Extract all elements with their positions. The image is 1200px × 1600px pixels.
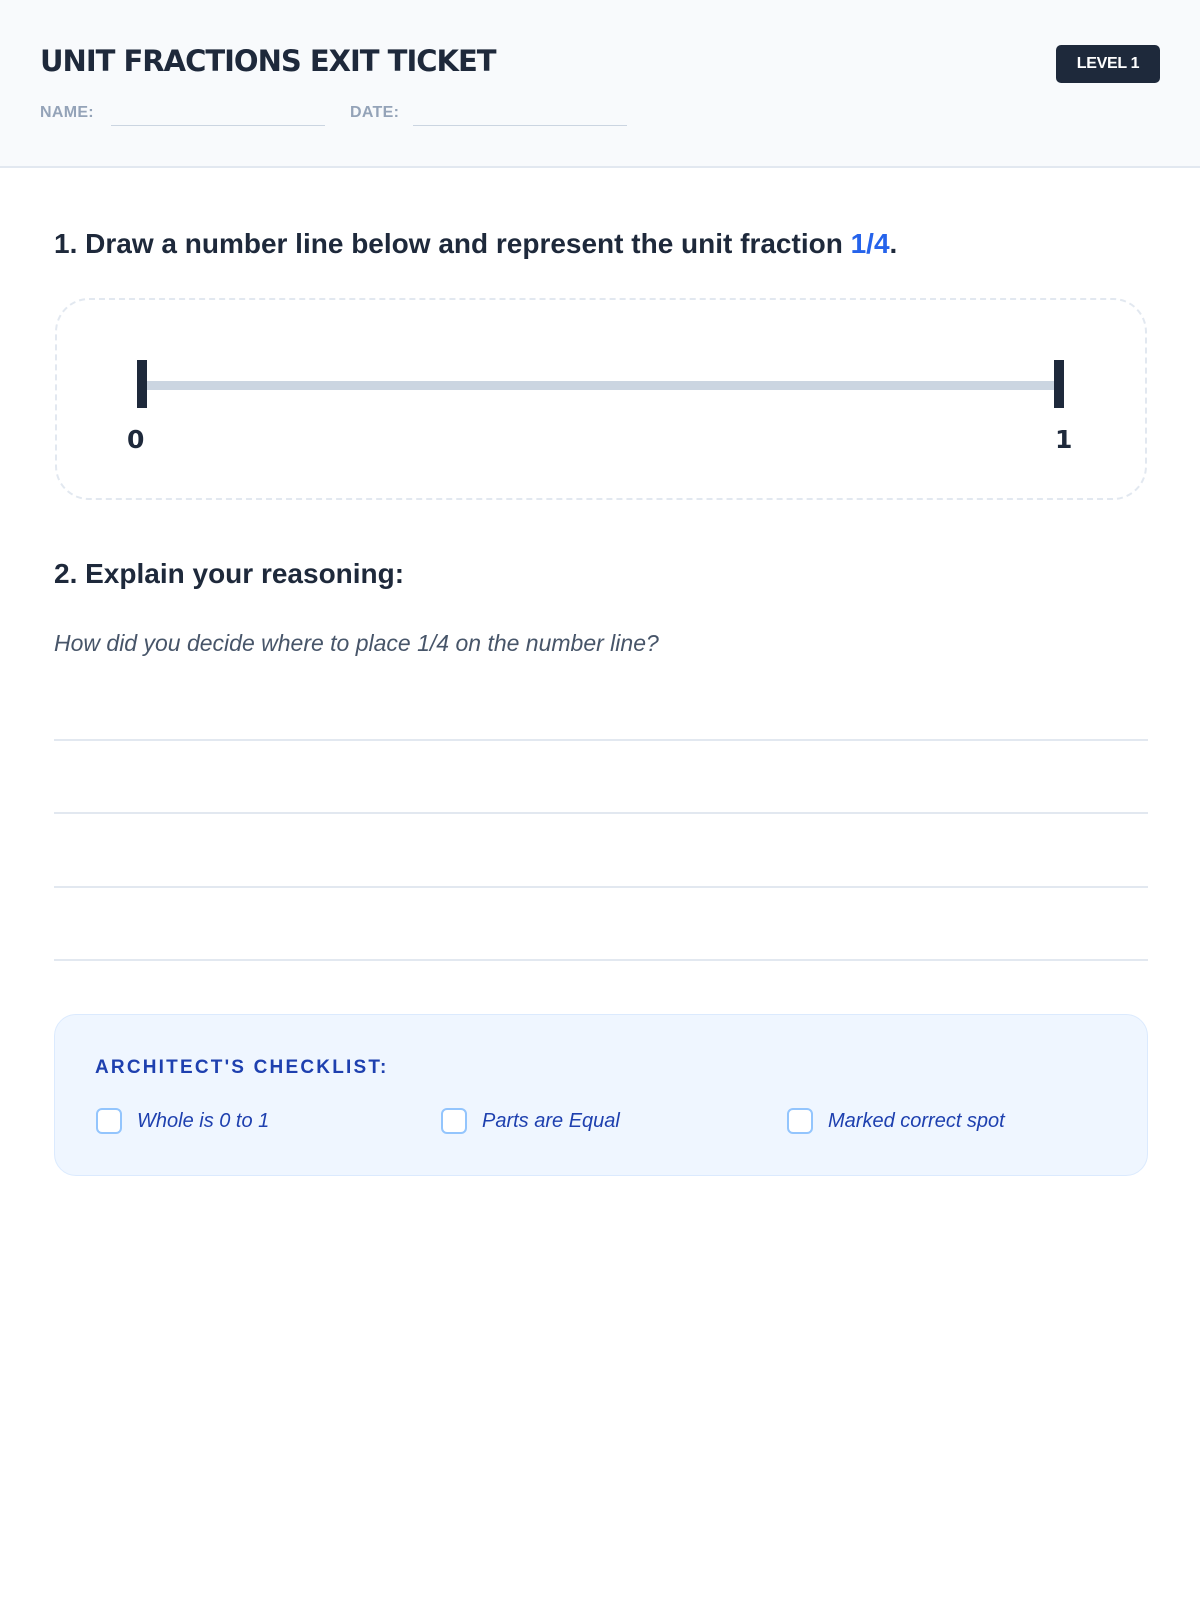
checklist-panel	[54, 1014, 1148, 1176]
checklist-item-equal-parts[interactable]	[441, 1108, 620, 1134]
checklist-item-label: Whole is 0 to 1	[137, 1109, 270, 1132]
number-line-start-tick	[137, 360, 147, 408]
checkbox[interactable]	[96, 1108, 122, 1134]
level-badge: LEVEL 1	[1056, 45, 1160, 83]
question-1-text: 1. Draw a number line below and represent the unit fraction	[54, 228, 851, 259]
answer-line[interactable]	[54, 959, 1148, 961]
name-field[interactable]	[111, 125, 325, 126]
checklist-item-whole[interactable]	[96, 1108, 269, 1134]
page-title: UNIT FRACTIONS EXIT TICKET	[40, 44, 496, 78]
checklist-item-label: Parts are Equal	[482, 1109, 620, 1132]
number-line-end-tick	[1054, 360, 1064, 408]
answer-line[interactable]	[54, 739, 1148, 741]
checkbox[interactable]	[441, 1108, 467, 1134]
number-line-drawing-area[interactable]	[55, 298, 1147, 500]
checklist-item-correct-spot[interactable]	[787, 1108, 1005, 1134]
question-1-fraction: 1/4	[850, 228, 890, 259]
number-line-end-label: 1	[1055, 425, 1073, 454]
ticket-header	[0, 0, 1200, 168]
date-field[interactable]	[413, 125, 627, 126]
checklist-title: ARCHITECT'S CHECKLIST:	[95, 1057, 389, 1078]
question-2-prompt: How did you decide where to place 1/4 on the number line?	[54, 630, 659, 656]
question-2-title: 2. Explain your reasoning:	[54, 558, 405, 589]
name-label: NAME:	[40, 104, 94, 121]
checklist-item-label: Marked correct spot	[828, 1109, 1005, 1132]
checkbox[interactable]	[787, 1108, 813, 1134]
answer-line[interactable]	[54, 812, 1148, 814]
number-line	[146, 381, 1058, 390]
answer-line[interactable]	[54, 886, 1148, 888]
question-1-period: .	[889, 228, 898, 259]
number-line-start-label: 0	[127, 425, 145, 454]
date-label: DATE:	[350, 104, 400, 121]
question-1	[54, 228, 897, 260]
